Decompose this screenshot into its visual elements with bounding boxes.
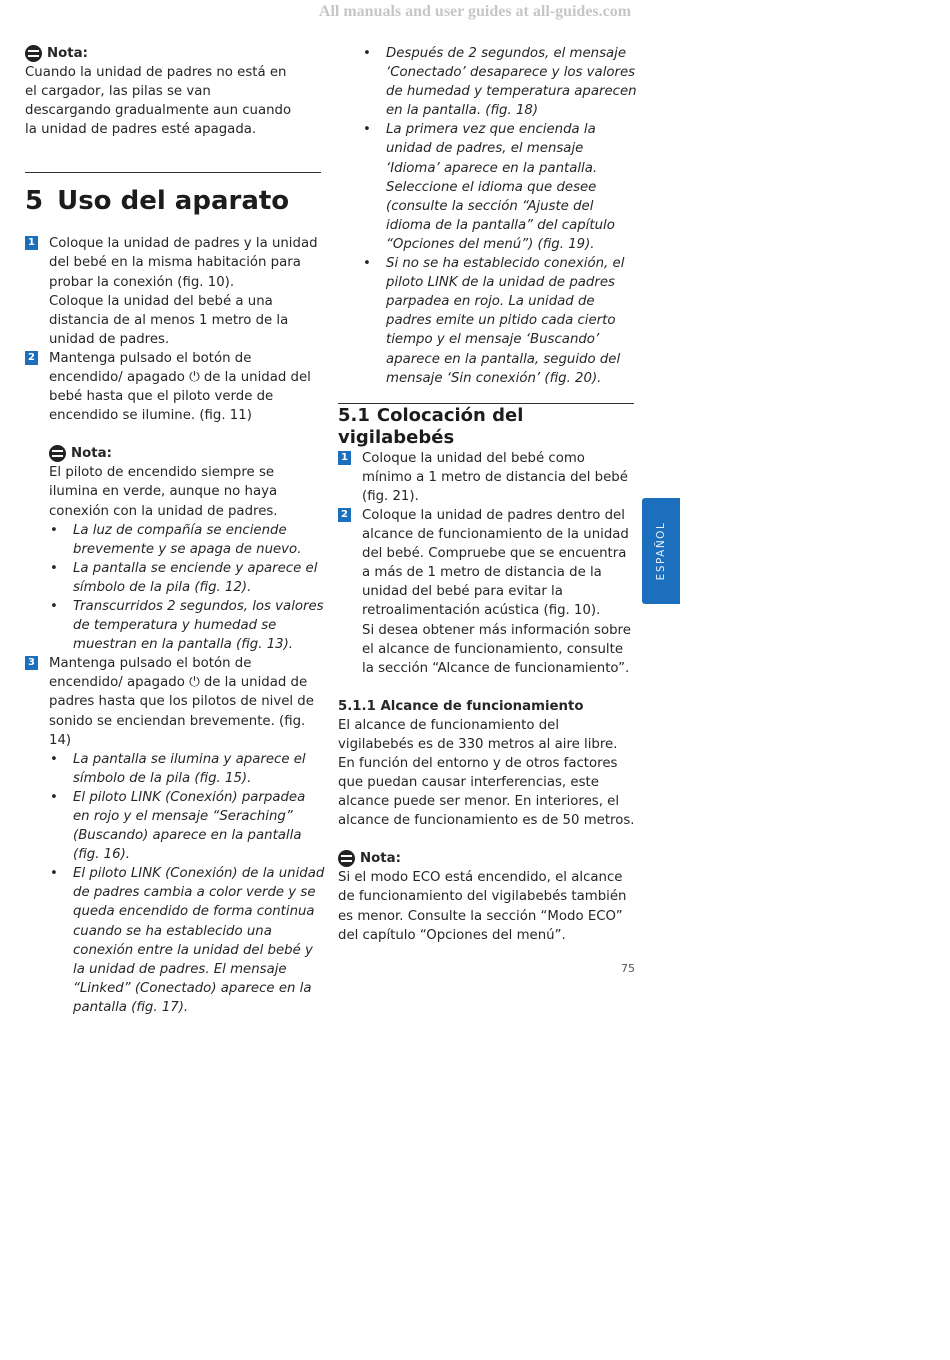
step-3 (25, 654, 325, 1017)
step-text: Coloque la unidad del bebé como mínimo a 1 metro de distancia del bebé (fig. 21). (362, 450, 628, 504)
list-item: • El piloto LINK (Conexión) parpadea en rojo y el mensaje “Seraching” (Buscando) aparece en la pantalla (fig. 16). (49, 788, 325, 864)
note-box (25, 44, 325, 139)
note-icon (49, 445, 66, 462)
page-number: 75 (621, 962, 635, 975)
section-heading (338, 405, 638, 449)
watermark: All manuals and user guides at all-guides.com (318, 3, 632, 20)
note-icon (25, 45, 42, 62)
step-number-badge: 1 (338, 451, 351, 465)
step-text: Coloque la unidad de padres y la unidad del bebé en la misma habitación para probar la conexión (fig. 10). (49, 236, 318, 290)
list-item: • Si no se ha establecido conexión, el piloto LINK de la unidad de padres parpadea en rojo. La unidad de padres emite un pitido cada cierto tiempo y el mensaje ‘Buscando’ aparece en la pantalla, seguido del mensaje ‘Sin conexión’ (fig. 20). (362, 254, 638, 388)
step-text-2: Coloque la unidad del bebé a una distancia de al menos 1 metro de la unidad de padres. (49, 293, 289, 347)
note-box (338, 849, 638, 944)
step-text-2: Si desea obtener más información sobre el alcance de funcionamiento, consulte la sección “Alcance de funcionamiento”. (362, 622, 631, 676)
step-2 (338, 506, 638, 678)
left-column (25, 44, 325, 1017)
step-text: Mantenga pulsado el botón de encendido/ apagado ⏻ de la unidad de padres hasta que los pilotos de nivel de sonido se enciendan brevemente. (fig. 14) (49, 656, 314, 748)
note-text: El piloto de encendido siempre se ilumina en verde, aunque no haya conexión con la unidad de padres. (49, 465, 278, 519)
list-item: • La primera vez que encienda la unidad de padres, el mensaje ‘Idioma’ aparece en la pantalla. Seleccione el idioma que desee (consulte la sección “Ajuste del idioma de la pantalla” del capítulo “Opciones del menú”) (fig. 19). (362, 120, 638, 254)
note-box (25, 444, 325, 654)
note-title: Nota: (360, 851, 401, 867)
subsection-heading: 5.1.1 Alcance de funcionamiento (338, 698, 584, 714)
note-title: Nota: (47, 45, 88, 61)
list-item: • La pantalla se ilumina y aparece el símbolo de la pila (fig. 15). (49, 750, 325, 788)
list-item: • Transcurridos 2 segundos, los valores de temperatura y humedad se muestran en la pantalla (fig. 13). (49, 597, 325, 654)
section-number: 5.1 (338, 404, 370, 426)
step-1 (338, 449, 638, 506)
divider (25, 172, 321, 173)
section-title: Colocación del vigilabebés (338, 404, 524, 448)
step-2 (25, 349, 325, 425)
note-text: Si el modo ECO está encendido, el alcance de funcionamiento del vigilabebés también es menor. Consulte la sección “Modo ECO” del capítulo “Opciones del menú”. (338, 870, 627, 943)
bullet-list (338, 44, 638, 388)
step-text: Mantenga pulsado el botón de encendido/ apagado ⏻ de la unidad del bebé hasta que el piloto verde de encendido se ilumine. (fig. 11) (49, 350, 311, 424)
note-title: Nota: (71, 446, 112, 462)
step-number-badge: 1 (25, 236, 38, 250)
step-1 (25, 234, 325, 349)
language-tab (642, 498, 680, 604)
step-text: Coloque la unidad de padres dentro del alcance de funcionamiento de la unidad del bebé. Compruebe que se encuentra a más de 1 metro de distancia de la unidad del bebé para evitar la retroalimentación acústica (fig. 10). (362, 507, 629, 619)
step-number-badge: 3 (25, 656, 38, 670)
list-item: • El piloto LINK (Conexión) de la unidad de padres cambia a color verde y se queda encendido de forma continua cuando se ha establecido una conexión entre la unidad del bebé y la unidad de padres. El mensaje “Linked” (Conectado) aparece en la pantalla (fig. 17). (49, 864, 325, 1017)
note-text: Cuando la unidad de padres no está en el cargador, las pilas se van descargando gradualmente aun cuando la unidad de padres esté apagada. (25, 65, 292, 138)
divider (338, 403, 634, 404)
list-item: • La pantalla se enciende y aparece el símbolo de la pila (fig. 12). (49, 559, 325, 597)
chapter-title: Uso del aparato (57, 186, 290, 217)
subsection-text: El alcance de funcionamiento del vigilabebés es de 330 metros al aire libre. En función del entorno y de otros factores que puedan causar interferencias, este alcance puede ser menor. En interiores, el alcance de funcionamiento es de 50 metros. (338, 717, 635, 829)
list-item: • La luz de compañía se enciende brevemente y se apaga de nuevo. (49, 521, 325, 559)
chapter-number: 5 (25, 186, 44, 217)
chapter-heading (25, 185, 325, 217)
note-icon (338, 850, 355, 867)
right-column (338, 44, 638, 945)
language-tab-label: ESPAÑOL (655, 521, 667, 581)
note-heading (49, 444, 325, 463)
note-heading (338, 849, 638, 868)
step-number-badge: 2 (338, 508, 351, 522)
step-number-badge: 2 (25, 351, 38, 365)
list-item: • Después de 2 segundos, el mensaje ‘Conectado’ desaparece y los valores de humedad y temperatura aparecen en la pantalla. (fig. 18) (362, 44, 638, 120)
note-heading (25, 44, 325, 63)
